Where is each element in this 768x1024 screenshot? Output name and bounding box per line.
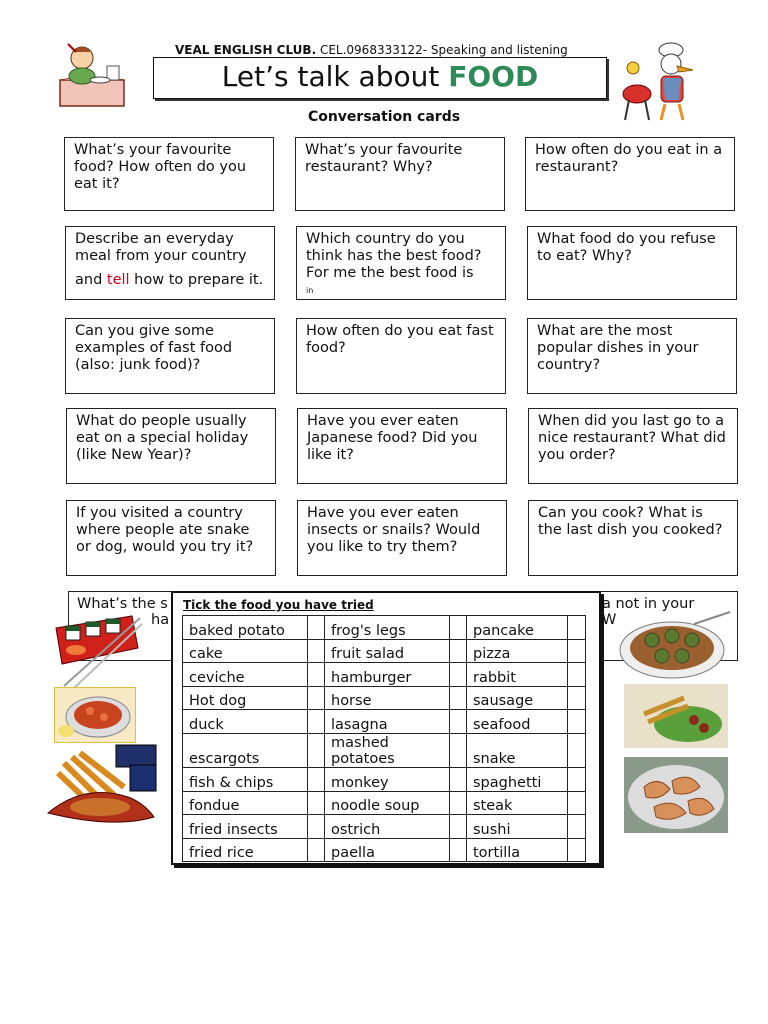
card-text: Can you cook? What is the last dish you cooked? [538, 505, 723, 538]
card-text: Can you give some examples of fast food (also: junk food)? [75, 323, 233, 373]
table-row [183, 733, 586, 767]
tick-box[interactable] [308, 616, 325, 640]
food-item: lasagna [325, 710, 450, 734]
food-item: sausage [467, 686, 568, 710]
food-item: fried insects [183, 815, 308, 839]
conversation-card [527, 318, 737, 394]
fish-and-chips-illustration [44, 743, 160, 829]
food-item: escargots [183, 733, 308, 767]
conversation-card [64, 137, 274, 211]
conversation-card [66, 500, 276, 576]
tick-box[interactable] [450, 838, 467, 862]
man-eating-illustration [52, 40, 134, 112]
food-item: pancake [467, 616, 568, 640]
tick-box[interactable] [568, 815, 586, 839]
conversation-card [296, 318, 506, 394]
card-text: What do people usually eat on a special holiday (like New Year)? [76, 413, 249, 463]
food-item: fried rice [183, 838, 308, 862]
food-item: baked potato [183, 616, 308, 640]
tick-box[interactable] [450, 710, 467, 734]
food-item: spaghetti [467, 767, 568, 791]
tick-box[interactable] [568, 767, 586, 791]
card-text: Describe an everyday meal from your country [75, 231, 247, 264]
conversation-card [528, 500, 738, 576]
tick-box[interactable] [450, 791, 467, 815]
conversation-card [296, 226, 506, 300]
food-item: ceviche [183, 663, 308, 687]
conversation-card [528, 408, 738, 484]
chef-duck-grill-illustration [621, 40, 707, 124]
food-item: tortilla [467, 838, 568, 862]
food-item: duck [183, 710, 308, 734]
card-text-in: in [306, 286, 314, 295]
card-text: If you visited a country where people ate snake or dog, would you try it? [76, 505, 254, 555]
card-text-rest: how to prepare it. [129, 272, 264, 288]
food-table [182, 615, 586, 862]
tick-box[interactable] [568, 791, 586, 815]
tick-box[interactable] [568, 616, 586, 640]
food-item: paella [325, 838, 450, 862]
food-item: rabbit [467, 663, 568, 687]
conversation-card [297, 408, 507, 484]
card-text: When did you last go to a nice restaurant? What did you order? [538, 413, 726, 463]
hidden-card-text-right: a not in your [602, 596, 695, 612]
food-item: monkey [325, 767, 450, 791]
food-item: cake [183, 639, 308, 663]
header-line [175, 43, 568, 57]
tick-box[interactable] [568, 686, 586, 710]
food-item: horse [325, 686, 450, 710]
table-row [183, 686, 586, 710]
card-text: Have you ever eaten insects or snails? Would you like to try them? [307, 505, 481, 555]
food-item: fruit salad [325, 639, 450, 663]
card-text: Have you ever eaten Japanese food? Did you like it? [307, 413, 478, 463]
tick-box[interactable] [308, 838, 325, 862]
tick-box[interactable] [450, 639, 467, 663]
conversation-card [525, 137, 735, 211]
table-row [183, 838, 586, 862]
card-text: What’s your favourite restaurant? Why? [305, 142, 463, 175]
tick-box[interactable] [568, 733, 586, 767]
card-text: What food do you refuse to eat? Why? [537, 231, 716, 264]
table-row [183, 710, 586, 734]
tick-box[interactable] [308, 815, 325, 839]
tick-box[interactable] [568, 710, 586, 734]
tick-box[interactable] [568, 838, 586, 862]
frogs-legs-photo [624, 757, 728, 833]
food-item: fish & chips [183, 767, 308, 791]
tick-box[interactable] [308, 791, 325, 815]
tick-box[interactable] [308, 663, 325, 687]
seafood-dish-photo [54, 687, 136, 743]
food-checklist-panel [171, 591, 601, 865]
tick-box[interactable] [450, 815, 467, 839]
tick-box[interactable] [450, 686, 467, 710]
page-title [153, 57, 607, 99]
hidden-card-text-left: What’s the s [77, 596, 168, 612]
table-row [183, 791, 586, 815]
panel-title: Tick the food you have tried [183, 598, 374, 612]
food-item: fondue [183, 791, 308, 815]
contact-info: CEL.0968333122- Speaking and listening [316, 43, 568, 57]
hidden-card-text-left2: ha [151, 612, 170, 628]
title-main: Let’s talk about [221, 60, 449, 93]
table-row [183, 663, 586, 687]
card-text-tell: tell [106, 272, 130, 288]
subtitle: Conversation cards [307, 109, 461, 125]
food-item: ostrich [325, 815, 450, 839]
title-highlight: FOOD [448, 60, 539, 93]
card-text: How often do you eat fast food? [306, 323, 494, 356]
tick-box[interactable] [308, 710, 325, 734]
conversation-card [527, 226, 737, 300]
tick-box[interactable] [450, 767, 467, 791]
food-item: Hot dog [183, 686, 308, 710]
food-item: steak [467, 791, 568, 815]
table-row [183, 639, 586, 663]
tick-box[interactable] [450, 663, 467, 687]
card-text: Which country do you think has the best food? For me the best food is [306, 231, 482, 281]
fried-insects-photo [624, 684, 728, 748]
escargots-photo [618, 610, 734, 680]
conversation-card [297, 500, 507, 576]
sushi-plate-illustration [52, 608, 144, 688]
food-item: pizza [467, 639, 568, 663]
tick-box[interactable] [308, 639, 325, 663]
food-item: frog's legs [325, 616, 450, 640]
table-row [183, 616, 586, 640]
table-row [183, 767, 586, 791]
tick-box[interactable] [308, 767, 325, 791]
tick-box[interactable] [568, 663, 586, 687]
conversation-card [65, 226, 275, 300]
food-item: noodle soup [325, 791, 450, 815]
food-item: snake [467, 733, 568, 767]
food-item: seafood [467, 710, 568, 734]
conversation-card [65, 318, 275, 394]
conversation-card [66, 408, 276, 484]
card-text: How often do you eat in a restaurant? [535, 142, 723, 175]
tick-box[interactable] [450, 733, 467, 767]
card-text: What are the most popular dishes in your country? [537, 323, 699, 373]
club-name: VEAL ENGLISH CLUB. [175, 43, 317, 57]
tick-box[interactable] [450, 616, 467, 640]
tick-box[interactable] [308, 686, 325, 710]
conversation-card [295, 137, 505, 211]
food-item: sushi [467, 815, 568, 839]
food-item: mashed potatoes [325, 733, 450, 767]
card-text: What’s your favourite food? How often do you eat it? [74, 142, 247, 192]
hidden-card-text-right2: W [602, 612, 617, 628]
tick-box[interactable] [568, 639, 586, 663]
card-text-and: and [75, 272, 107, 288]
table-row [183, 815, 586, 839]
tick-box[interactable] [308, 733, 325, 767]
food-item: hamburger [325, 663, 450, 687]
